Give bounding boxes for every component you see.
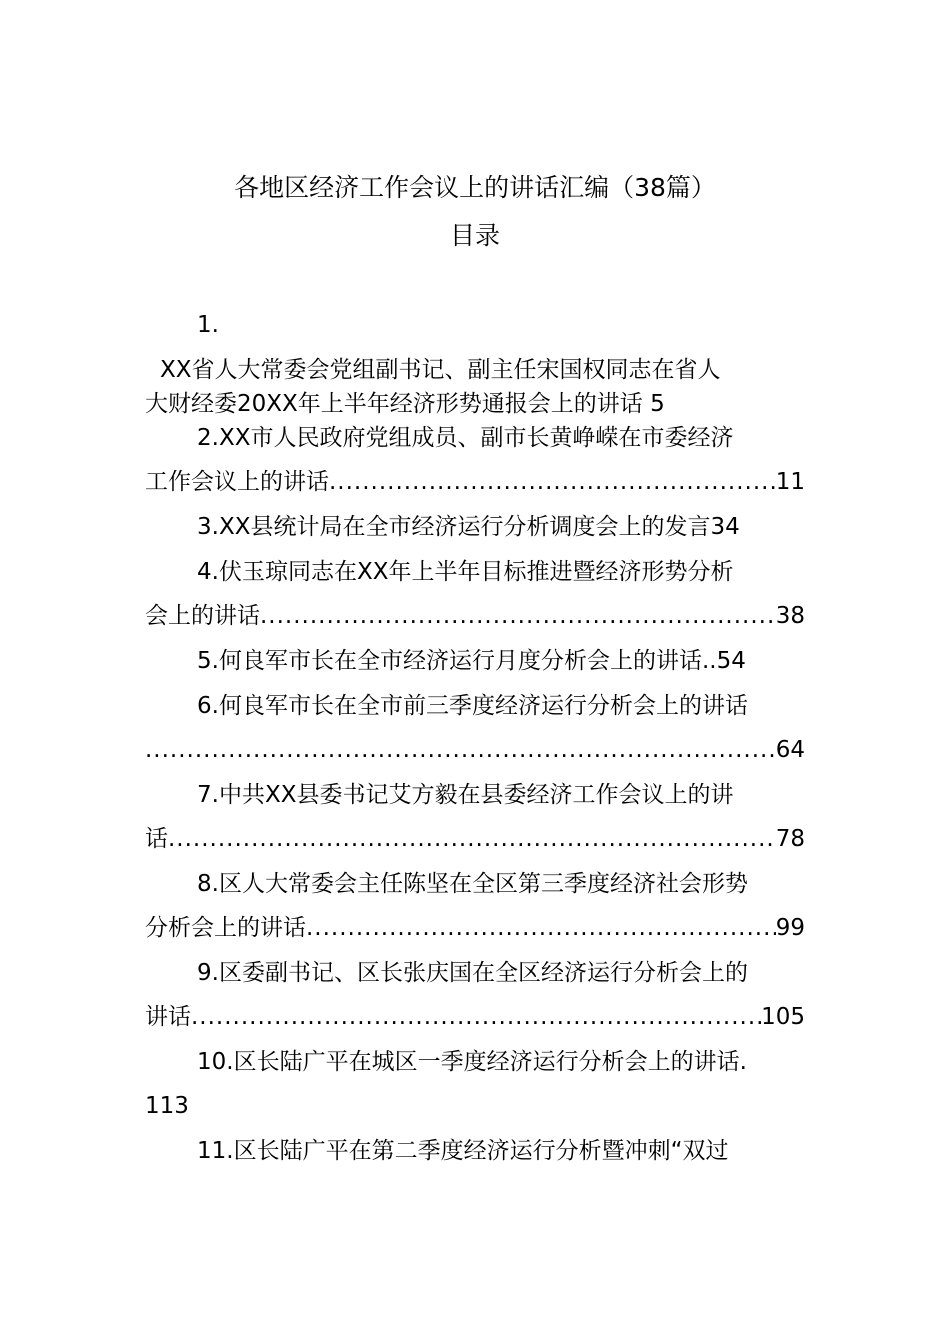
toc-entry-1-line-2: 大财经委20XX年上半年经济形势通报会上的讲话 5 <box>145 391 665 417</box>
toc-entry-8-page: 99 <box>775 915 805 941</box>
toc-entry-7-line-2 <box>145 822 805 856</box>
toc-entry-2-line-2 <box>145 465 805 499</box>
toc-leader-dots <box>145 733 776 767</box>
toc-entry-9-line-1: 9.区委副书记、区长张庆国在全区经济运行分析会上的 <box>197 960 748 986</box>
toc-entry-6-line-1: 6.何良军市长在全市前三季度经济运行分析会上的讲话 <box>197 693 748 719</box>
toc-entry-6-line-2 <box>145 733 805 767</box>
toc-entry-1-number: 1. <box>197 312 219 338</box>
toc-entry-10-page: 113 <box>145 1093 189 1119</box>
toc-entry-9-page: 105 <box>761 1004 805 1030</box>
toc-entry-10-line-1: 10.区长陆广平在城区一季度经济运行分析会上的讲话. <box>197 1049 747 1075</box>
toc-entry-4-line-1: 4.伏玉琼同志在XX年上半年目标推进暨经济形势分析 <box>197 559 734 585</box>
toc-entry-9-text: 讲话 <box>145 1004 191 1030</box>
toc-leader-dots <box>329 465 776 499</box>
toc-leader-dots <box>306 911 776 945</box>
toc-entry-7-text: 话 <box>145 826 168 852</box>
toc-leader-dots <box>191 1000 761 1034</box>
toc-leader-dots <box>260 599 776 633</box>
toc-entry-1-line-1: XX省人大常委会党组副书记、副主任宋国权同志在省人 <box>160 357 721 383</box>
toc-entry-8-text: 分析会上的讲话 <box>145 915 306 941</box>
toc-entry-4-page: 38 <box>775 603 805 629</box>
toc-entry-4-line-2 <box>145 599 805 633</box>
document-title: 各地区经济工作会议上的讲话汇编（38篇） <box>234 173 716 202</box>
toc-entry-2-page: 11 <box>775 469 805 495</box>
toc-entry-2-line-1: 2.XX市人民政府党组成员、副市长黄峥嵘在市委经济 <box>197 425 734 451</box>
toc-entry-2-text: 工作会议上的讲话 <box>145 469 329 495</box>
toc-entry-5-line-1: 5.何良军市长在全市经济运行月度分析会上的讲话..54 <box>197 648 746 674</box>
toc-entry-6-page: 64 <box>775 737 805 763</box>
toc-entry-8-line-2 <box>145 911 805 945</box>
toc-heading: 目录 <box>449 221 500 250</box>
toc-leader-dots <box>168 822 776 856</box>
toc-entry-3-line-1: 3.XX县统计局在全市经济运行分析调度会上的发言34 <box>197 514 740 540</box>
toc-entry-4-text: 会上的讲话 <box>145 603 260 629</box>
toc-entry-7-page: 78 <box>775 826 805 852</box>
toc-entry-11-line-1: 11.区长陆广平在第二季度经济运行分析暨冲刺“双过 <box>197 1138 729 1164</box>
toc-entry-7-line-1: 7.中共XX县委书记艾方毅在县委经济工作会议上的讲 <box>197 782 734 808</box>
toc-entry-8-line-1: 8.区人大常委会主任陈坚在全区第三季度经济社会形势 <box>197 871 748 897</box>
toc-entry-9-line-2 <box>145 1000 805 1034</box>
